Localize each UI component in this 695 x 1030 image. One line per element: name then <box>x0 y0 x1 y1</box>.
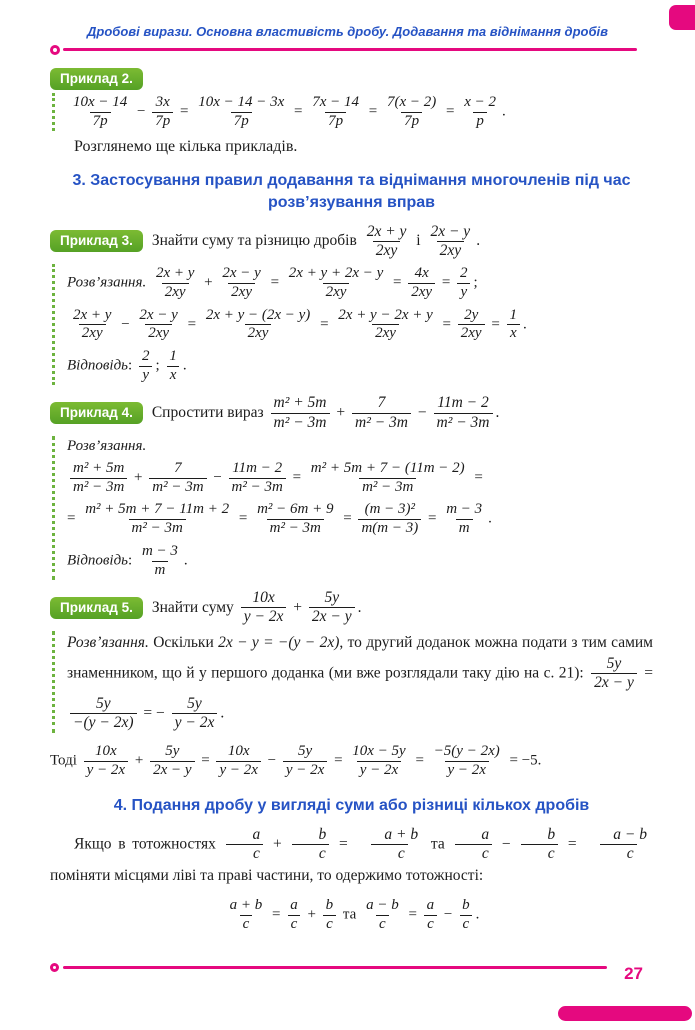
fraction <box>424 897 438 933</box>
fraction <box>586 826 650 864</box>
fraction-denominator: 7p <box>401 112 422 131</box>
math-text: 2x − y = −(y − 2x) <box>218 633 340 651</box>
math-text: = <box>268 906 285 923</box>
formula-paragraph <box>50 742 653 780</box>
fraction <box>309 589 355 627</box>
example-block <box>50 68 653 131</box>
fraction <box>70 94 130 130</box>
example-block <box>50 393 653 580</box>
fraction <box>457 265 471 301</box>
rule-circle-ornament <box>50 963 59 972</box>
math-text: . <box>182 357 187 374</box>
fraction-numerator: b <box>318 826 327 844</box>
example-header <box>50 68 653 90</box>
fraction-numerator: 10x <box>227 743 250 760</box>
fraction-denominator: 2xy <box>145 324 172 343</box>
math-text: = <box>176 103 193 120</box>
fraction-denominator: c <box>323 915 336 934</box>
math-text: = − <box>139 703 169 721</box>
fraction-denominator: y − 2x <box>283 761 327 780</box>
fraction <box>149 460 206 496</box>
fraction-numerator: 2x + y − 2x + y <box>338 306 433 323</box>
math-text: = <box>235 511 252 528</box>
fraction-denominator: m² − 3m <box>149 478 206 497</box>
math-text: = <box>316 316 333 333</box>
fraction <box>271 394 330 432</box>
fraction-denominator: x <box>507 324 520 343</box>
fraction <box>139 543 181 579</box>
fraction <box>166 348 180 384</box>
fraction-numerator: x − 2 <box>464 94 497 110</box>
example-badge: Приклад 2. <box>50 68 143 90</box>
rule-circle-ornament <box>50 45 60 55</box>
fraction <box>363 897 402 933</box>
fraction <box>203 307 314 343</box>
math-text: = <box>183 316 200 333</box>
math-text: Якщо в тотожностях <box>74 835 223 853</box>
fraction-denominator: c <box>460 915 473 934</box>
fraction <box>408 265 435 301</box>
formula-paragraph <box>50 896 653 934</box>
math-text: = <box>561 835 584 853</box>
fraction <box>454 826 492 864</box>
rule-line <box>63 966 607 969</box>
fraction <box>358 501 421 537</box>
fraction-numerator: m − 3 <box>446 501 483 518</box>
math-text: − <box>495 835 518 853</box>
fraction <box>283 743 327 779</box>
fraction-denominator: c <box>521 844 558 863</box>
fraction-numerator: 1 <box>169 347 177 364</box>
math-text: . <box>495 403 500 421</box>
math-text: − <box>414 403 431 421</box>
formula-line <box>67 542 653 580</box>
math-text: . <box>502 103 506 120</box>
fraction-numerator: a − b <box>366 897 399 914</box>
fraction-denominator: 7p <box>325 112 346 131</box>
fraction-numerator: m² + 5m <box>273 394 327 412</box>
math-text: − <box>209 469 226 486</box>
formula-line <box>67 306 653 344</box>
math-text: Знайти суму <box>151 598 238 616</box>
fraction-denominator: p <box>473 112 487 131</box>
fraction-numerator: a <box>481 826 490 844</box>
fraction <box>323 897 337 933</box>
fraction-numerator: 10x <box>95 743 117 760</box>
fraction-numerator: b <box>462 897 470 914</box>
formula-line <box>67 459 653 497</box>
fraction-numerator: a + b <box>384 826 419 844</box>
fraction-denominator: m² − 3m <box>359 478 416 497</box>
fraction <box>349 743 408 779</box>
formula-line <box>67 264 653 302</box>
formula-line <box>67 631 653 733</box>
fraction-denominator: 2xy <box>373 241 401 260</box>
fraction <box>461 94 499 130</box>
fraction <box>335 307 436 343</box>
fraction-denominator: c <box>240 915 253 934</box>
fraction-denominator: c <box>376 915 389 934</box>
example-task <box>151 222 481 259</box>
fraction <box>241 589 287 627</box>
fraction <box>150 743 194 779</box>
example-task <box>151 394 500 431</box>
fraction-numerator: 2x + y <box>155 265 195 282</box>
fraction-denominator: 2xy <box>458 324 485 343</box>
fraction-numerator: 2x + y <box>366 222 407 240</box>
fraction-denominator: c <box>371 844 408 863</box>
math-text: = <box>290 103 307 120</box>
fraction <box>287 897 301 933</box>
running-head: Дробові вирази. Основна властивість дробу. Додавання та віднімання дробів <box>87 24 608 39</box>
math-text: Оскільки <box>148 633 219 651</box>
fraction <box>139 348 153 384</box>
fraction-denominator: 7p <box>90 112 111 131</box>
fraction-numerator: (m − 3)² <box>364 501 416 518</box>
fraction-denominator: c <box>424 915 437 934</box>
fraction <box>70 307 114 343</box>
example-header <box>50 588 653 628</box>
fraction-numerator: 2x + y + 2x − y <box>288 265 384 282</box>
rule-line <box>63 48 637 51</box>
math-text: Тоді <box>50 752 81 769</box>
fraction-numerator: 2 <box>141 347 150 364</box>
fraction-denominator: y − 2x <box>216 761 260 780</box>
fraction <box>286 265 387 301</box>
fraction-numerator: 10x − 14 − 3x <box>198 94 285 110</box>
fraction-denominator: c <box>455 844 492 863</box>
fraction-denominator: 2xy <box>437 241 465 260</box>
fraction <box>352 394 411 432</box>
example-header <box>50 222 653 262</box>
math-text: Розв’язання. <box>67 437 147 454</box>
example-block <box>50 588 653 733</box>
fraction-numerator: 7 <box>174 460 182 477</box>
fraction-denominator: c <box>288 915 301 934</box>
fraction-denominator: m² − 3m <box>70 478 127 497</box>
fraction-denominator: m² − 3m <box>271 413 330 432</box>
fraction <box>227 897 266 933</box>
fraction-denominator: y − 2x <box>241 607 287 626</box>
fraction <box>84 743 128 779</box>
fraction-numerator: 5y <box>165 743 180 760</box>
fraction <box>309 94 362 130</box>
math-text: Відповідь <box>67 357 129 374</box>
fraction-denominator: 2xy <box>228 283 255 302</box>
math-text: . <box>475 906 480 923</box>
fraction-numerator: 1 <box>509 306 518 323</box>
math-text: та <box>339 906 361 923</box>
math-text: = <box>288 469 305 486</box>
fraction-denominator: m² − 3m <box>434 413 493 432</box>
math-text: = <box>197 752 214 769</box>
fraction-denominator: m² − 3m <box>229 478 286 497</box>
fraction <box>520 826 558 864</box>
fraction-denominator: 2x − y <box>150 761 194 780</box>
fraction-numerator: 5y <box>187 694 202 712</box>
fraction-numerator: m² + 5m <box>73 460 125 477</box>
fraction <box>427 223 473 261</box>
math-text: = <box>424 511 441 528</box>
fraction-numerator: 10x − 5y <box>352 743 406 760</box>
math-text: . <box>523 316 527 333</box>
fraction-numerator: a − b <box>613 826 648 844</box>
math-text: = −5. <box>505 752 542 769</box>
math-text: = <box>438 316 455 333</box>
fraction <box>216 743 260 779</box>
math-text: Знайти суму та різницю дробів <box>151 231 361 249</box>
math-text: = <box>411 752 428 769</box>
fraction <box>291 826 329 864</box>
math-text: = <box>639 664 653 682</box>
example-badge: Приклад 3. <box>50 230 143 252</box>
math-text: . <box>488 511 492 528</box>
math-text: + <box>200 274 217 291</box>
fraction-numerator: −5(y − 2x) <box>433 743 500 760</box>
fraction-denominator: 7p <box>231 112 252 131</box>
math-text: + <box>131 752 148 769</box>
fraction-numerator: m² + 5m + 7 − 11m + 2 <box>85 501 230 518</box>
fraction-denominator: 7p <box>152 112 173 131</box>
example-solution <box>52 436 653 580</box>
section-heading: 4. Подання дробу у вигляді суми або різниці кількох дробів <box>113 796 590 814</box>
paragraph: Розглянемо ще кілька прикладів. <box>74 138 298 156</box>
fraction <box>82 501 232 537</box>
footer-rule <box>50 962 607 973</box>
fraction <box>254 501 336 537</box>
fraction-numerator: 2x − y <box>139 306 178 323</box>
math-text: . <box>183 552 188 569</box>
fraction-numerator: 5y <box>298 743 313 760</box>
fraction-denominator: y − 2x <box>172 713 218 732</box>
fraction <box>229 460 286 496</box>
fraction-numerator: 3x <box>155 94 170 110</box>
math-text: Спростити вираз <box>151 403 268 421</box>
fraction <box>458 307 485 343</box>
page-header <box>0 0 695 56</box>
fraction-numerator: 4x <box>414 265 429 282</box>
fraction-numerator: 5y <box>324 589 340 607</box>
math-text: = <box>332 835 355 853</box>
math-text: − <box>133 103 150 120</box>
corner-marker-top-right <box>669 5 695 30</box>
math-text: = <box>487 316 504 333</box>
example-task <box>151 589 362 626</box>
math-text: = <box>67 511 80 528</box>
fraction-numerator: a <box>290 897 298 914</box>
math-text: і <box>412 231 425 249</box>
math-text: = <box>442 103 459 120</box>
fraction-denominator: y <box>139 366 152 385</box>
math-text: : <box>128 552 136 569</box>
fraction <box>70 695 137 733</box>
math-text: та <box>424 835 452 853</box>
math-text: + <box>303 906 320 923</box>
fraction-denominator: 2x − y <box>309 607 355 626</box>
fraction-numerator: 2x − y <box>430 222 471 240</box>
math-text: = <box>470 469 483 486</box>
fraction-denominator: 2xy <box>245 324 272 343</box>
fraction-numerator: 2x + y − (2x − y) <box>205 306 311 323</box>
fraction <box>507 307 521 343</box>
math-text: . <box>357 598 362 616</box>
fraction-numerator: b <box>547 826 556 844</box>
math-text: . <box>476 231 481 249</box>
fraction-denominator: y <box>457 283 470 302</box>
example-solution <box>52 93 653 131</box>
fraction <box>153 265 197 301</box>
fraction-numerator: 11m − 2 <box>437 394 489 412</box>
fraction-denominator: m² − 3m <box>129 519 186 538</box>
math-text: , то другий доданок можна подати з тим самим знаменником, що й у першого доданка (ми вже розглядали таку дію на с. 21): <box>67 633 653 682</box>
fraction-numerator: 7(x − 2) <box>387 94 437 110</box>
formula-paragraph <box>50 825 653 887</box>
math-text: ; <box>473 274 478 291</box>
fraction-denominator: y − 2x <box>445 761 489 780</box>
example-solution <box>52 264 653 385</box>
math-text: Розв’язання. <box>67 633 149 651</box>
fraction-denominator: 2xy <box>372 324 399 343</box>
fraction-numerator: m² + 5m + 7 − (11m − 2) <box>310 460 465 477</box>
fraction-numerator: a + b <box>229 897 263 914</box>
math-text: = <box>266 274 283 291</box>
fraction-numerator: a <box>426 897 435 914</box>
fraction-numerator: m − 3 <box>141 542 178 559</box>
math-text: = <box>404 906 421 923</box>
example-badge: Приклад 4. <box>50 402 143 424</box>
fraction <box>459 897 473 933</box>
fraction-denominator: c <box>292 844 329 863</box>
fraction-denominator: 2xy <box>79 324 106 343</box>
fraction-denominator: x <box>167 366 180 385</box>
math-text: + <box>130 469 147 486</box>
fraction-denominator: 2x − y <box>591 673 637 692</box>
math-text: = <box>389 274 406 291</box>
math-text: = <box>330 752 347 769</box>
math-text: + <box>289 598 306 616</box>
fraction-numerator: 7 <box>377 394 386 412</box>
math-text: − <box>117 316 134 333</box>
math-text: + <box>332 403 349 421</box>
fraction <box>219 265 263 301</box>
section-heading: 3. Застосування правил додавання та віднімання многочленів під час розв’язування вправ <box>72 172 631 211</box>
formula-line <box>67 347 653 385</box>
corner-marker-bottom-right <box>558 1006 692 1021</box>
fraction <box>431 743 503 779</box>
fraction-denominator: 2xy <box>323 283 350 302</box>
page-number: 27 <box>624 964 643 983</box>
fraction <box>226 826 264 864</box>
fraction-denominator: 2xy <box>162 283 189 302</box>
formula-line <box>67 436 653 456</box>
fraction-numerator: m² − 6m + 9 <box>257 501 334 518</box>
example-solution <box>52 631 653 733</box>
fraction-denominator: −(y − 2x) <box>70 713 137 732</box>
fraction-numerator: 2y <box>464 306 479 323</box>
fraction <box>434 394 493 432</box>
fraction-numerator: a <box>252 826 261 844</box>
fraction <box>136 307 180 343</box>
header-rule <box>50 45 645 56</box>
fraction-numerator: 10x − 14 <box>73 94 128 110</box>
math-text: : <box>128 357 136 374</box>
example-badge: Приклад 5. <box>50 597 143 619</box>
fraction-denominator: m² − 3m <box>352 413 411 432</box>
fraction-denominator: y − 2x <box>357 761 401 780</box>
fraction-denominator: m <box>456 519 473 538</box>
formula-line <box>67 93 653 131</box>
math-text: . <box>220 703 225 721</box>
fraction <box>357 826 421 864</box>
fraction <box>172 695 218 733</box>
fraction <box>195 94 287 130</box>
math-text: = <box>339 511 356 528</box>
fraction-numerator: 2x − y <box>222 265 261 282</box>
page-content <box>0 56 695 935</box>
math-text: − <box>263 752 280 769</box>
fraction-numerator: 2x + y <box>73 306 112 323</box>
math-text: Розв’язання. <box>67 274 150 291</box>
math-text: ; <box>155 357 164 374</box>
fraction-denominator: 2xy <box>408 283 435 302</box>
fraction <box>70 460 127 496</box>
fraction <box>384 94 439 130</box>
fraction-numerator: 5y <box>606 655 622 672</box>
example-block <box>50 222 653 386</box>
math-text: − <box>440 906 457 923</box>
fraction-denominator: c <box>600 844 637 863</box>
example-header <box>50 393 653 433</box>
fraction <box>308 460 468 496</box>
math-text: = <box>365 103 381 120</box>
fraction-numerator: 2 <box>460 265 468 282</box>
fraction <box>591 655 637 693</box>
fraction-denominator: m <box>152 561 169 580</box>
fraction <box>152 94 173 130</box>
fraction <box>364 223 410 261</box>
fraction <box>443 501 485 537</box>
fraction-denominator: m² − 3m <box>267 519 324 538</box>
formula-line <box>67 500 653 538</box>
fraction-numerator: 5y <box>95 694 111 712</box>
fraction-numerator: 10x <box>252 589 275 607</box>
fraction-denominator: y − 2x <box>84 761 128 780</box>
math-text: + <box>266 835 289 853</box>
fraction-numerator: 7x − 14 <box>312 94 360 110</box>
math-text: = <box>438 274 455 291</box>
fraction-denominator: c <box>226 844 263 863</box>
fraction-denominator: m(m − 3) <box>358 519 421 538</box>
math-text: поміняти місцями ліві та праві частини, то одержимо тотожності: <box>50 866 484 884</box>
fraction-numerator: b <box>325 897 334 914</box>
math-text: Відповідь <box>67 552 129 569</box>
fraction-numerator: 11m − 2 <box>232 460 283 477</box>
